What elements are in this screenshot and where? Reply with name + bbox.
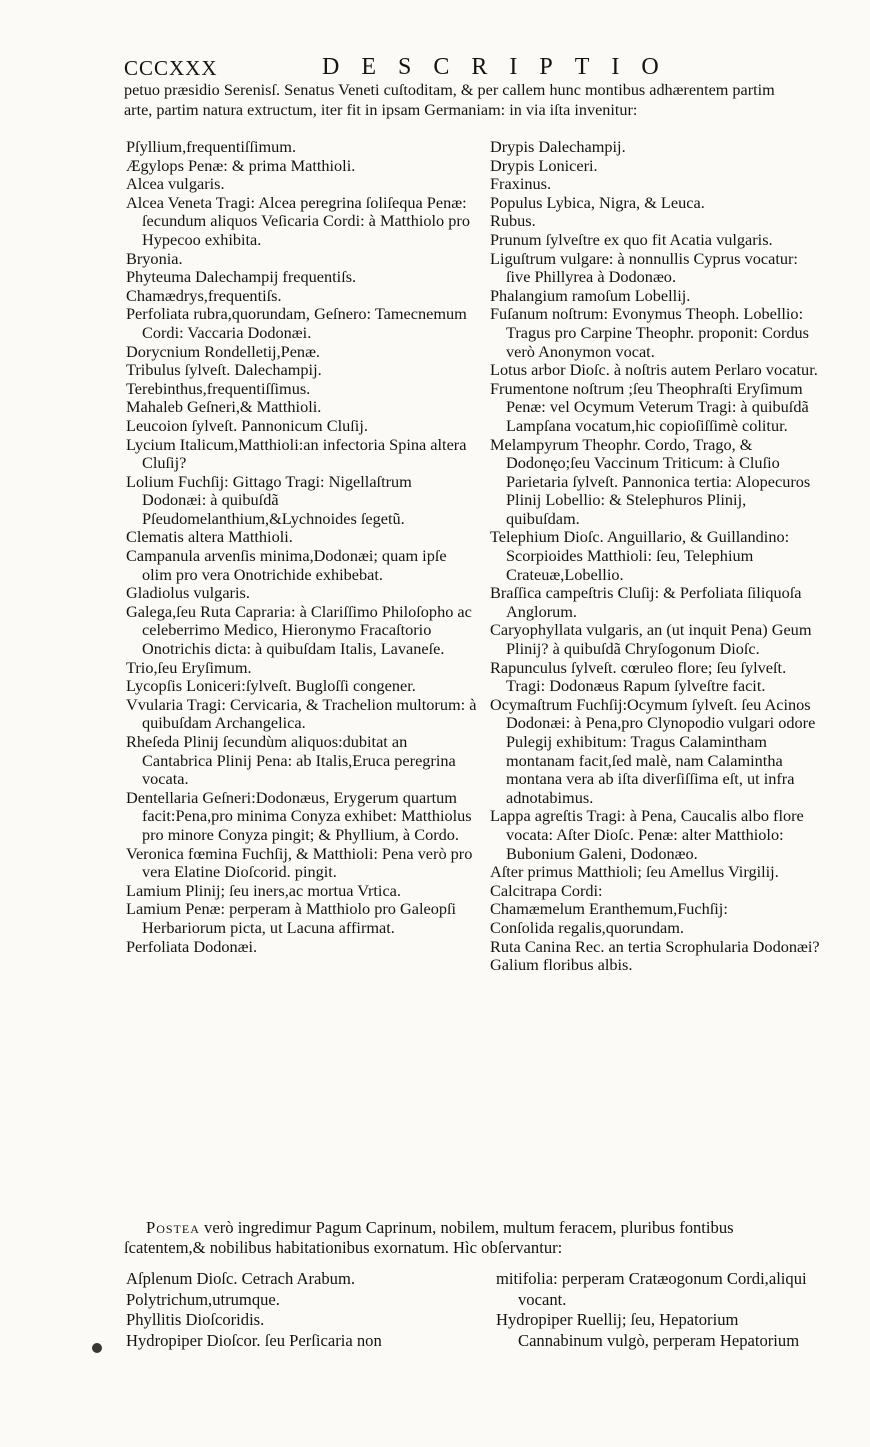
plant-entry: Lamium Plinij; ſeu iners,ac mortua Vrtica. — [126, 880, 401, 900]
plant-entry: Rheſeda Plinij ſecundùm aliquos:dubitat an Cantabrica Plinij Pena: ab Italis,Eruca peregrina vocata. — [126, 732, 456, 789]
plant-entry: Phyllitis Dioſcoridis. — [126, 1310, 265, 1329]
plant-entry: Hydropiper Dioſcor. ſeu Perſicaria non — [126, 1330, 382, 1350]
plant-entry: Lolium Fuchſij: Gittago Tragi: Nigellaſtrum Dodonæi: à quibuſdã Pſeudomelanthium,&Lychnoides ſegetũ. — [126, 471, 412, 528]
plant-entry: Dentellaria Geſneri:Dodonæus, Erygerum quartum facit:Pena,pro minima Conyza exhibet: Matthiolus pro minore Conyza pingit; & Phyllium, à Cordo. — [126, 787, 472, 844]
plant-entry: Lycopſis Loniceri:ſylveſt. Bugloſſi congener. — [126, 676, 416, 696]
plant-entry: Perfoliata rubra,quorundam, Geſnero: Tamecnemum Cordi: Vaccaria Dodonæi. — [126, 304, 467, 342]
plant-entry: Phyteuma Dalechampij frequentiſs. — [126, 267, 357, 287]
running-title: DESCRIPTIO — [322, 54, 681, 80]
right-column — [490, 138, 820, 975]
plant-entry: Hydropiper Ruellij; ſeu, Hepatorium Cannabinum vulgò, perperam Hepatorium — [496, 1310, 800, 1350]
folio-number: CCCXXX — [124, 56, 218, 80]
plant-entry: Drypis Loniceri. — [490, 155, 598, 175]
plant-entry: Chamæmelum Eranthemum,Fuchſij: — [490, 899, 728, 919]
plant-entry: Rapunculus ſylveſt. cœruleo flore; ſeu ſylveſt. Tragi: Dodonæus Rapum ſylveſtre facit. — [490, 657, 787, 696]
plant-entry: Fraxinus. — [490, 174, 552, 194]
plant-entry: Liguſtrum vulgare: à nonnullis Cyprus vocatur: ſive Phillyrea à Dodonæo. — [490, 248, 798, 287]
plant-entry: Rubus. — [490, 211, 536, 231]
plant-entry: Melampyrum Theophr. Cordo, Trago, & Dodonęo;ſeu Vaccinum Triticum: à Cluſio Parietaria ſylveſt. Pannonica tertia: Alopecuros Plinij Lobellio: & Stelephuros Plinij, quibuſdam. — [490, 434, 811, 528]
plant-entry: Phalangium ramoſum Lobellij. — [490, 285, 691, 305]
plant-entry: Drypis Dalechampij. — [490, 137, 626, 156]
second-paragraph — [124, 1218, 814, 1258]
plant-entry: Ocymaſtrum Fuchſij:Ocymum ſylveſt. ſeu Acinos Dodonæi: à Pena,pro Clynopodio vulgari odore Pulegij exhibitum: Tragus Calamintham montanam facit,ſed malè, nam Calamintha montana vera ab iſta diverſiſſima eſt, ut infra adnotabimus. — [490, 694, 816, 807]
plant-entry: Clematis altera Matthioli. — [126, 527, 293, 547]
plant-entry: Galium floribus albis. — [490, 955, 633, 975]
plant-entry: Lamium Penæ: perperam à Matthiolo pro Galeopſi Herbariorum picta, ut Lacuna affirmat. — [126, 899, 457, 937]
paragraph-body: verò ingredimur Pagum Caprinum, nobilem, multum feracem, pluribus fontibus ſcatentem,& nobilibus habitationibus exornatum. Hìc obſervantur: — [124, 1218, 734, 1257]
intro-paragraph — [124, 80, 804, 120]
plant-entry: Braſſica campeſtris Cluſij: & Perfoliata ſiliquoſa Anglorum. — [490, 583, 802, 621]
plant-entry: Prunum ſylveſtre ex quo fit Acatia vulgaris. — [490, 229, 773, 249]
plant-entry: Chamædrys,frequentiſs. — [126, 285, 282, 305]
plant-entry: Lotus arbor Dioſc. à noſtris autem Perlaro vocatur. — [490, 360, 818, 380]
plant-entry: Gladiolus vulgaris. — [126, 583, 250, 603]
second-paragraph-text — [124, 1218, 814, 1258]
left-column — [126, 138, 478, 956]
plant-entry: Mahaleb Geſneri,& Matthioli. — [126, 397, 322, 417]
plant-entry: Aſplenum Dioſc. Cetrach Arabum. — [126, 1269, 356, 1288]
plant-entry: Caryophyllata vulgaris, an (ut inquit Pena) Geum Plinij? à quibuſdã Chryſogonum Dioſc. — [490, 620, 812, 659]
plant-entry: Populus Lybica, Nigra, & Leuca. — [490, 192, 705, 212]
paragraph-lead-word: Postea — [146, 1218, 200, 1237]
plant-entry: Galega,ſeu Ruta Capraria: à Clariſſimo Philoſopho ac celeberrimo Medico, Hieronymo Fracaſtorio Onotrichis dicta: à quibuſdam Italis, Lavaneſe. — [126, 601, 472, 659]
plant-entry: Aſter primus Matthioli; ſeu Amellus Virgilij. — [490, 862, 779, 882]
plant-entry: Polytrichum,utrumque. — [126, 1289, 280, 1309]
plant-entry: Alcea Veneta Tragi: Alcea peregrina ſoliſequa Penæ: ſecundum aliquos Veſicaria Cordi: à Matthiolo pro Hypecoo exhibita. — [126, 192, 470, 249]
plant-entry: Calcitrapa Cordi: — [490, 880, 603, 900]
plant-entry: Trio,ſeu Eryſimum. — [126, 657, 252, 677]
plant-entry: Terebinthus,frequentiſſimus. — [126, 378, 311, 398]
ink-blot — [92, 1343, 102, 1353]
plant-entry: mitifolia: perperam Cratæogonum Cordi,aliqui vocant. — [496, 1269, 807, 1309]
plant-entry: Leucoion ſylveſt. Pannonicum Cluſij. — [126, 415, 368, 435]
plant-entry: Alcea vulgaris. — [126, 174, 225, 194]
plant-entry: Vvularia Tragi: Cervicaria, & Trachelion multorum: à quibuſdam Archangelica. — [126, 694, 477, 733]
plant-entry: Campanula arvenſis minima,Dodonæi; quam ipſe olim pro vera Onotrichide exhibebat. — [126, 546, 447, 584]
plant-entry: Tribulus ſylveſt. Dalechampij. — [126, 360, 322, 380]
plant-entry: Bryonia. — [126, 248, 183, 268]
plant-entry: Telephium Dioſc. Anguillario, & Guillandino: Scorpioides Matthioli: ſeu, Telephium Crateuæ,Lobellio. — [490, 527, 790, 584]
plant-entry: Pſyllium,frequentiſſimum. — [126, 137, 297, 156]
plant-entry: Dorycnium Rondelletij,Penæ. — [126, 341, 320, 361]
plant-entry: Ruta Canina Rec. an tertia Scrophularia Dodonæi? — [490, 936, 820, 956]
intro-text: petuo præsidio Serenisſ. Senatus Veneti cuſtoditam, & per callem hunc montibus adhærentem partim arte, partim natura extructum, iter fit in ipsam Germaniam: in via iſta invenitur: — [124, 81, 775, 119]
bottom-left-column — [126, 1269, 486, 1351]
bottom-right-column — [496, 1269, 816, 1351]
plant-entry: Veronica fœmina Fuchſij, & Matthioli: Pena verò pro vera Elatine Dioſcorid. pingit. — [126, 843, 473, 882]
plant-entry: Ægylops Penæ: & prima Matthioli. — [126, 155, 356, 175]
plant-entry: Fuſanum noſtrum: Evonymus Theoph. Lobellio: Tragus pro Carpine Theophr. proponit: Cordus verò Anonymon vocat. — [490, 304, 809, 361]
plant-entry: Perfoliata Dodonæi. — [126, 936, 258, 956]
plant-entry: Frumentone noſtrum ;ſeu Theophraſti Eryſimum Penæ: vel Ocymum Veterum Tragi: à quibuſdã Lampſana vocatum,hic copioſiſſimè colitur. — [490, 378, 809, 435]
plant-entry: Conſolida regalis,quorundam. — [490, 917, 684, 937]
plant-entry: Lappa agreſtis Tragi: à Pena, Caucalis albo flore vocata: Aſter Dioſc. Penæ: alter Matthiolo: Bubonium Galeni, Dodonæo. — [490, 806, 804, 863]
plant-entry: Lycium Italicum,Matthioli:an infectoria Spina altera Cluſij? — [126, 434, 467, 473]
